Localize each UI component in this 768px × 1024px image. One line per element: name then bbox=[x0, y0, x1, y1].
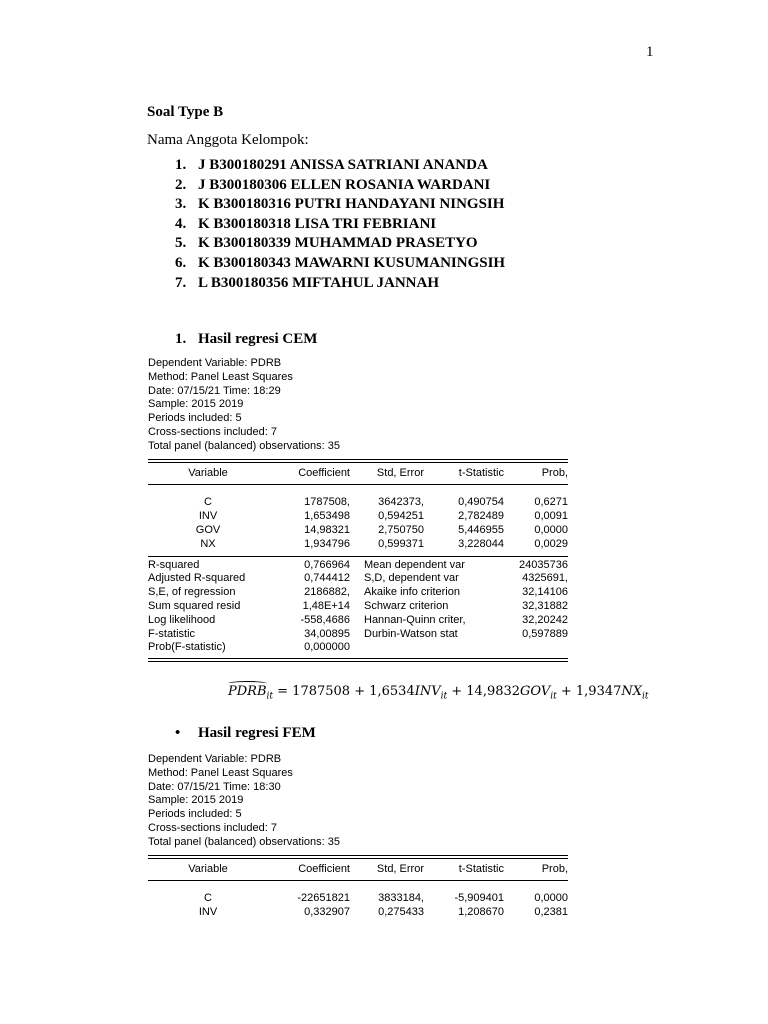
spacer-cell bbox=[350, 641, 364, 655]
table-row bbox=[148, 496, 568, 510]
cem-meta bbox=[148, 357, 568, 454]
stats-cell: Hannan-Quinn criter, bbox=[364, 613, 466, 626]
table-cell: INV bbox=[198, 510, 218, 523]
stats-cell: F-statistic bbox=[148, 627, 196, 640]
stats-cell: 4325691, bbox=[522, 572, 568, 585]
spacer-cell bbox=[350, 572, 364, 586]
stats-cell: 1,48E+14 bbox=[302, 599, 350, 612]
member-item: 7. L B300180356 MIFTAHUL JANNAH bbox=[175, 274, 439, 291]
stats-cell: Mean dependent var bbox=[364, 558, 465, 571]
table-cell: 3833184, bbox=[378, 892, 424, 905]
member-list bbox=[175, 156, 505, 293]
meta-line: Dependent Variable: PDRB bbox=[148, 753, 282, 765]
stats-cell: Prob(F-statistic) bbox=[148, 641, 226, 654]
stats-row bbox=[148, 559, 568, 573]
table-cell: 0,0000 bbox=[534, 523, 568, 536]
meta-line: Cross-sections included: 7 bbox=[148, 821, 278, 834]
table-cell: -22651821 bbox=[297, 892, 350, 905]
member-item: 5. K B300180339 MUHAMMAD PRASETYO bbox=[175, 235, 478, 252]
stats-cell: Akaike info criterion bbox=[364, 586, 460, 599]
meta-line: Method: Panel Least Squares bbox=[148, 370, 293, 383]
cem-coef-table bbox=[148, 463, 568, 559]
table-cell: 3642373, bbox=[378, 496, 424, 509]
spacer-cell bbox=[350, 586, 364, 600]
member-item: 6. K B300180343 MAWARNI KUSUMANINGSIH bbox=[175, 254, 506, 271]
meta-line: Date: 07/15/21 Time: 18:30 bbox=[148, 780, 281, 793]
regression-equation: $PDRB_{it} = 1787508 + 1,6534INV_{it} + 14,9832GOV_{it} + 1,9347NX_{it}$ bbox=[228, 684, 649, 702]
table-cell: 2,782489 bbox=[458, 510, 504, 523]
meta-line: Total panel (balanced) observations: 35 bbox=[148, 835, 341, 848]
table-cell: -5,909401 bbox=[454, 892, 504, 905]
member-item: 3. K B300180316 PUTRI HANDAYANI NINGSIH bbox=[175, 196, 505, 213]
stats-cell: R-squared bbox=[148, 558, 200, 571]
table-cell: 0,0029 bbox=[534, 537, 568, 550]
table-cell: 1,208670 bbox=[458, 906, 504, 919]
stats-row bbox=[148, 586, 568, 600]
meta-line: Periods included: 5 bbox=[148, 808, 242, 821]
group-members-label: Nama Anggota Kelompok: bbox=[147, 132, 309, 148]
stats-cell: Adjusted R-squared bbox=[148, 572, 246, 585]
table-cell: 0,0091 bbox=[534, 510, 568, 523]
table-cell: 1,934796 bbox=[304, 537, 350, 550]
stats-cell: -558,4686 bbox=[300, 613, 350, 626]
table-cell: INV bbox=[198, 906, 218, 919]
meta-line: Sample: 2015 2019 bbox=[148, 794, 244, 807]
table-cell: 0,0000 bbox=[534, 892, 568, 905]
meta-line: Date: 07/15/21 Time: 18:29 bbox=[148, 384, 281, 397]
meta-line: Dependent Variable: PDRB bbox=[148, 357, 282, 369]
table-cell: C bbox=[204, 892, 212, 905]
stats-cell: 2186882, bbox=[304, 586, 350, 599]
table-cell: 0,332907 bbox=[304, 906, 350, 919]
table-cell: 0,275433 bbox=[378, 906, 424, 919]
stats-cell: 0,597889 bbox=[522, 627, 568, 640]
stats-row bbox=[148, 600, 568, 614]
table-cell: 2,750750 bbox=[378, 523, 424, 536]
table-cell: 1,653498 bbox=[304, 510, 350, 523]
table-row bbox=[148, 906, 568, 920]
meta-line: Total panel (balanced) observations: 35 bbox=[148, 439, 341, 452]
table-cell: 5,446955 bbox=[458, 523, 504, 536]
stats-row bbox=[148, 572, 568, 586]
stats-cell: 34,00895 bbox=[304, 627, 350, 640]
table-row bbox=[148, 538, 568, 552]
table-cell: 14,98321 bbox=[304, 523, 350, 536]
stats-cell: S,E, of regression bbox=[148, 586, 236, 599]
table-header: Variable Coefficient Std, Error t-Statistic Prob, bbox=[188, 466, 568, 479]
stats-cell: Schwarz criterion bbox=[364, 599, 449, 612]
meta-line: Periods included: 5 bbox=[148, 412, 242, 425]
spacer-cell bbox=[350, 614, 364, 628]
meta-line: Sample: 2015 2019 bbox=[148, 398, 244, 411]
document-title: Soal Type B bbox=[147, 104, 224, 120]
member-item: 2. J B300180306 ELLEN ROSANIA WARDANI bbox=[175, 176, 491, 193]
stats-cell: S,D, dependent var bbox=[364, 572, 459, 585]
table-cell: GOV bbox=[195, 523, 221, 536]
table-row bbox=[148, 524, 568, 538]
spacer-cell bbox=[350, 628, 364, 642]
table-cell: 0,6271 bbox=[534, 496, 568, 509]
cem-heading: 1. Hasil regresi CEM bbox=[175, 331, 318, 347]
stats-row bbox=[148, 628, 568, 642]
fem-heading: • Hasil regresi FEM bbox=[175, 725, 316, 741]
cem-stats-table bbox=[148, 559, 568, 659]
spacer-cell bbox=[350, 600, 364, 614]
stats-cell bbox=[506, 641, 568, 655]
page-number: 1 bbox=[646, 44, 654, 60]
cem-output bbox=[148, 357, 568, 662]
table-cell: NX bbox=[200, 537, 216, 550]
stats-cell: 24035736 bbox=[519, 558, 568, 571]
stats-cell: Log likelihood bbox=[148, 613, 216, 626]
fem-coef-table bbox=[148, 859, 568, 920]
table-row bbox=[148, 892, 568, 906]
stats-cell: Durbin-Watson stat bbox=[364, 627, 458, 640]
stats-cell bbox=[364, 641, 506, 655]
table-cell: 0,594251 bbox=[378, 510, 424, 523]
stats-row bbox=[148, 614, 568, 628]
member-item: 4. K B300180318 LISA TRI FEBRIANI bbox=[175, 215, 437, 232]
member-item: 1. J B300180291 ANISSA SATRIANI ANANDA bbox=[175, 157, 488, 173]
spacer-cell bbox=[350, 559, 364, 573]
table-header: Variable Coefficient Std, Error t-Statistic Prob, bbox=[188, 862, 568, 875]
stats-cell: 0,000000 bbox=[304, 641, 350, 654]
table-cell: 0,2381 bbox=[534, 906, 568, 919]
stats-cell: 0,766964 bbox=[304, 558, 350, 571]
table-cell: 3,228044 bbox=[458, 537, 504, 550]
table-cell: 0,599371 bbox=[378, 537, 424, 550]
stats-cell: 32,20242 bbox=[522, 613, 568, 626]
stats-row bbox=[148, 641, 568, 655]
meta-line: Cross-sections included: 7 bbox=[148, 425, 278, 438]
table-row bbox=[148, 510, 568, 524]
table-cell: C bbox=[204, 496, 212, 509]
table-cell: 0,490754 bbox=[458, 496, 504, 509]
stats-cell: 32,14106 bbox=[522, 586, 568, 599]
meta-line: Method: Panel Least Squares bbox=[148, 766, 293, 779]
stats-cell: 0,744412 bbox=[304, 572, 350, 585]
stats-cell: Sum squared resid bbox=[148, 599, 241, 612]
fem-meta bbox=[148, 753, 568, 850]
table-cell: 1787508, bbox=[304, 496, 350, 509]
stats-cell: 32,31882 bbox=[522, 599, 568, 612]
fem-output bbox=[148, 753, 568, 920]
